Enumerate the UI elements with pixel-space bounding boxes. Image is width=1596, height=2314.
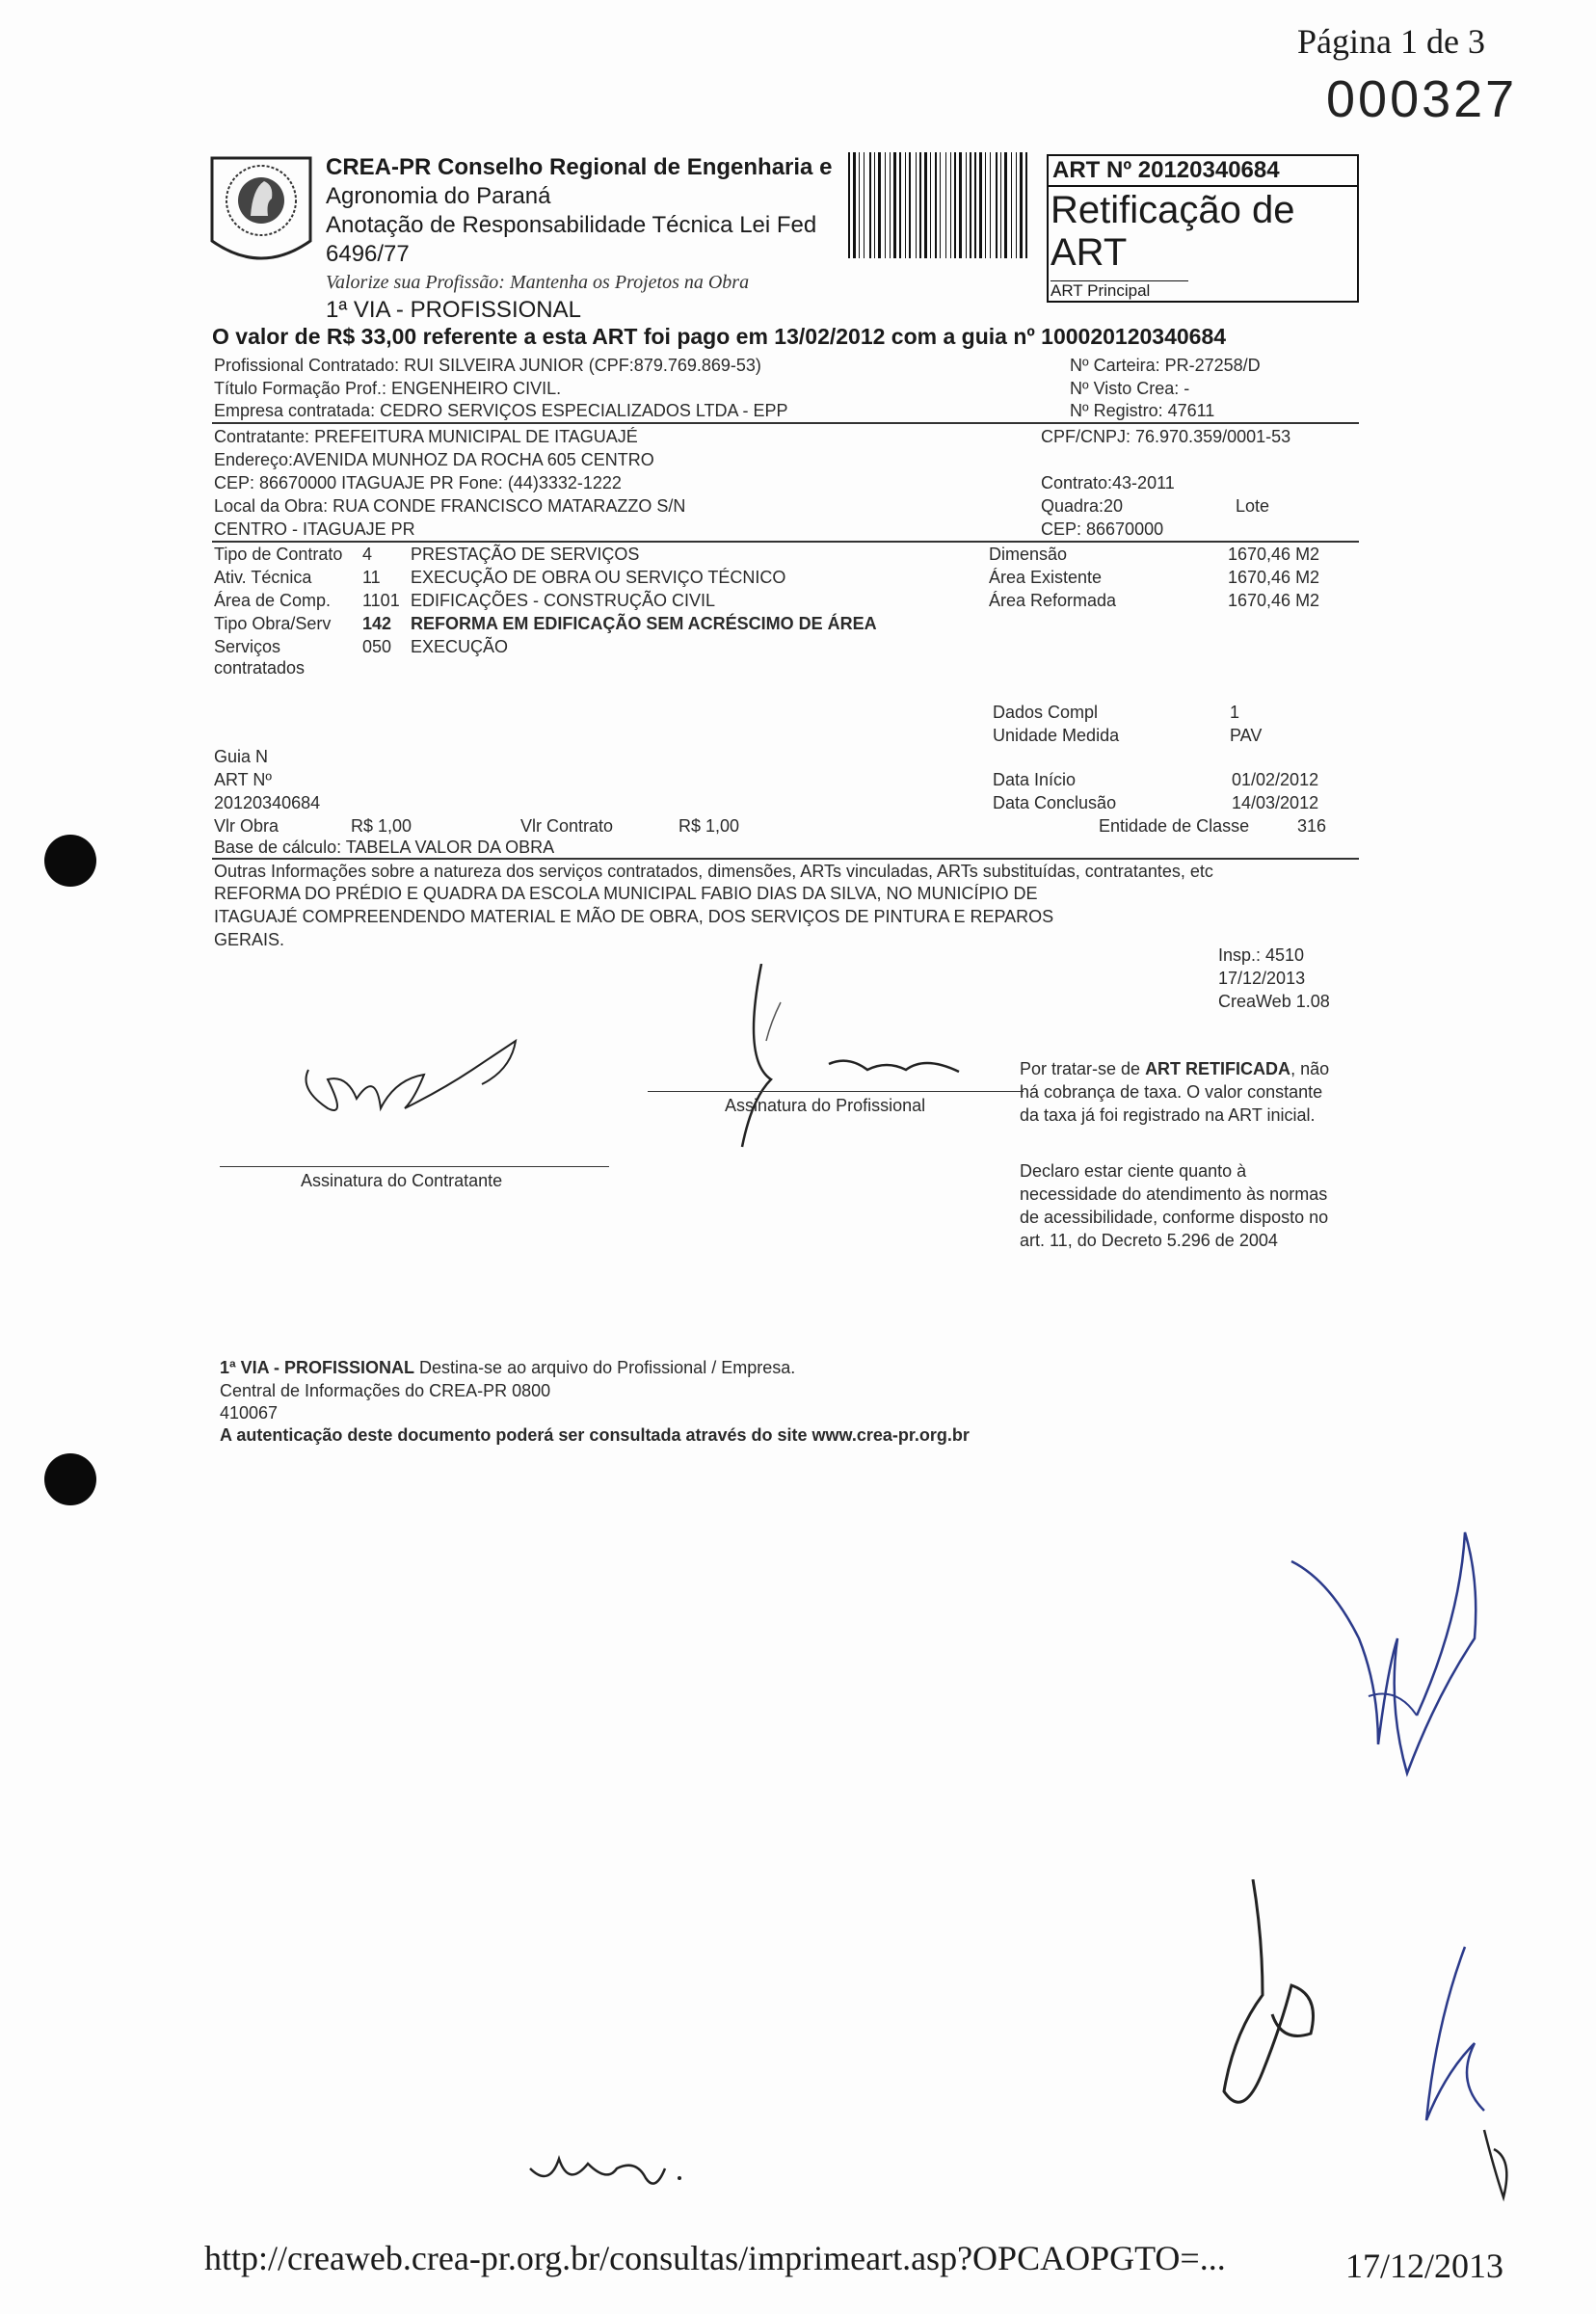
- contratante-cnpj: CPF/CNPJ: 76.970.359/0001-53: [1041, 427, 1291, 446]
- quadra: Quadra:20: [1041, 496, 1124, 516]
- professional-contratado: Profissional Contratado: RUI SILVEIRA JUNIOR (CPF:879.769.869-53): [214, 356, 761, 375]
- professional-empresa: Empresa contratada: CEDRO SERVIÇOS ESPECIALIZADOS LTDA - EPP: [214, 401, 788, 420]
- notice-line2: há cobrança de taxa. O valor constante: [1020, 1082, 1323, 1102]
- divider: [212, 541, 1359, 543]
- browser-footer-url: http://creaweb.crea-pr.org.br/consultas/imprimeart.asp?OPCAOPGTO=...: [204, 2239, 1226, 2277]
- barcode-bar: [909, 152, 911, 258]
- rubric-initials: [520, 2140, 694, 2207]
- service-desc: REFORMA EM EDIFICAÇÃO SEM ACRÉSCIMO DE ÁREA: [411, 614, 877, 633]
- barcode-bar: [966, 152, 967, 258]
- barcode-bar: [878, 152, 881, 258]
- notice-line1: Por tratar-se de ART RETIFICADA, não: [1020, 1059, 1330, 1078]
- barcode-bar: [979, 152, 982, 258]
- service-desc: EDIFICAÇÕES - CONSTRUÇÃO CIVIL: [411, 591, 716, 610]
- declaro-line1: Declaro estar ciente quanto à: [1020, 1161, 1247, 1181]
- art-box: [1047, 154, 1359, 303]
- compl-value: 1: [1230, 703, 1240, 722]
- data-inicio-label: Data Início: [993, 770, 1077, 789]
- page-number: Página 1 de 3: [1297, 22, 1485, 61]
- barcode-bar: [924, 152, 927, 258]
- service-label: Tipo Obra/Serv: [214, 614, 332, 633]
- barcode-bar: [945, 152, 946, 258]
- org-line3: Anotação de Responsabilidade Técnica Lei Fed: [326, 212, 817, 238]
- barcode-bar: [1011, 152, 1012, 258]
- crea-logo: [204, 152, 318, 276]
- vlr-contrato-label: Vlr Contrato: [520, 816, 614, 836]
- punch-hole-bottom: [44, 1453, 96, 1505]
- org-line4: 6496/77: [326, 241, 410, 267]
- art-type-line2: ART: [1051, 231, 1128, 274]
- barcode-bar: [848, 152, 850, 258]
- divider: [212, 858, 1359, 860]
- professional-carteira: Nº Carteira: PR-27258/D: [1070, 356, 1261, 375]
- services-label-continued: contratados: [214, 658, 306, 678]
- barcode-bar: [919, 152, 921, 258]
- slogan: Valorize sua Profissão: Mantenha os Projetos na Obra: [326, 272, 750, 293]
- insp-date: 17/12/2013: [1218, 969, 1306, 988]
- vlr-contrato-value: R$ 1,00: [678, 816, 740, 836]
- barcode-bar: [990, 152, 991, 258]
- signature-label-contratante: Assinatura do Contratante: [301, 1171, 503, 1190]
- professional-registro: Nº Registro: 47611: [1070, 401, 1215, 420]
- barcode-bar: [985, 152, 986, 258]
- barcode: [848, 152, 1031, 258]
- rubric-signature-2: [1195, 1879, 1542, 2217]
- barcode-bar: [935, 152, 937, 258]
- outras-line1: REFORMA DO PRÉDIO E QUADRA DA ESCOLA MUNICIPAL FABIO DIAS DA SILVA, NO MUNICÍPIO DE: [214, 884, 1038, 903]
- compl-label: Dados Compl: [993, 703, 1099, 722]
- barcode-bar: [959, 152, 962, 258]
- art-label: ART Nº: [214, 770, 272, 789]
- bairro: CENTRO - ITAGUAJE PR: [214, 519, 415, 539]
- service-desc: EXECUÇÃO: [411, 637, 509, 656]
- service-code: 4: [362, 545, 373, 564]
- stamp-number: 000327: [1326, 70, 1518, 128]
- outras-line2: ITAGUAJÉ COMPREENDENDO MATERIAL E MÃO DE OBRA, DOS SERVIÇOS DE PINTURA E REPAROS: [214, 907, 1054, 926]
- contratante-cep-fone: CEP: 86670000 ITAGUAJE PR Fone: (44)3332-1222: [214, 473, 622, 492]
- rubric-signature-1: [1272, 1523, 1513, 1802]
- signature-line-profissional: [648, 1091, 1024, 1092]
- footer-via: 1ª VIA - PROFISSIONAL Destina-se ao arquivo do Profissional / Empresa.: [220, 1358, 796, 1377]
- barcode-bar: [874, 152, 875, 258]
- entidade-value: 316: [1297, 816, 1327, 836]
- guia-label: Guia N: [214, 747, 269, 766]
- service-code: 050: [362, 637, 392, 656]
- barcode-bar: [940, 152, 941, 258]
- vlr-obra-label: Vlr Obra: [214, 816, 279, 836]
- service-desc: EXECUÇÃO DE OBRA OU SERVIÇO TÉCNICO: [411, 568, 786, 587]
- data-conclusao-label: Data Conclusão: [993, 793, 1117, 812]
- art-number: ART Nº 20120340684: [1049, 156, 1357, 187]
- footer-phone: 410067: [220, 1403, 279, 1423]
- org-line1: CREA-PR Conselho Regional de Engenharia e: [326, 154, 833, 180]
- browser-footer-date: 17/12/2013: [1345, 2247, 1504, 2285]
- outras-title: Outras Informações sobre a natureza dos serviços contratados, dimensões, ARTs vinculadas, ARTs substituídas, contratantes, etc: [214, 862, 1213, 881]
- footer-central: Central de Informações do CREA-PR 0800: [220, 1381, 551, 1400]
- declaro-line2: necessidade do atendimento às normas: [1020, 1184, 1328, 1204]
- barcode-bar: [1025, 152, 1027, 258]
- barcode-bar: [899, 152, 901, 258]
- service-code: 11: [362, 568, 381, 587]
- org-line2: Agronomia do Paraná: [326, 183, 551, 209]
- vlr-obra-value: R$ 1,00: [351, 816, 412, 836]
- barcode-bar: [890, 152, 891, 258]
- contratante-endereco: Endereço:AVENIDA MUNHOZ DA ROCHA 605 CENTRO: [214, 450, 654, 469]
- barcode-bar: [970, 152, 971, 258]
- art-subtype: ART Principal: [1051, 280, 1188, 301]
- signature-line-contratante: [220, 1166, 609, 1167]
- compl-value: PAV: [1230, 726, 1263, 745]
- outras-line3: GERAIS.: [214, 930, 285, 949]
- base-calculo: Base de cálculo: TABELA VALOR DA OBRA: [214, 838, 555, 857]
- divider: [212, 422, 1359, 424]
- via-label: 1ª VIA - PROFISSIONAL: [326, 297, 581, 323]
- local-obra: Local da Obra: RUA CONDE FRANCISCO MATARAZZO S/N: [214, 496, 686, 516]
- barcode-bar: [853, 152, 856, 258]
- barcode-bar: [974, 152, 976, 258]
- entidade-label: Entidade de Classe: [1099, 816, 1250, 836]
- service-label: Tipo de Contrato: [214, 545, 343, 564]
- payment-line: O valor de R$ 33,00 referente a esta ART foi pago em 13/02/2012 com a guia nº 100020120340684: [212, 324, 1227, 349]
- service-label: Ativ. Técnica: [214, 568, 312, 587]
- dimension-label: Dimensão: [989, 545, 1068, 564]
- barcode-bar: [1000, 152, 1001, 258]
- professional-visto: Nº Visto Crea: -: [1070, 379, 1190, 398]
- barcode-bar: [916, 152, 917, 258]
- dimension-label: Área Existente: [989, 568, 1103, 587]
- punch-hole-top: [44, 835, 96, 887]
- barcode-bar: [1016, 152, 1017, 258]
- art-type-line1: Retificação de: [1051, 189, 1295, 231]
- barcode-bar: [950, 152, 951, 258]
- barcode-bar: [885, 152, 886, 258]
- data-conclusao-value: 14/03/2012: [1232, 793, 1319, 812]
- contratante-name: Contratante: PREFEITURA MUNICIPAL DE ITAGUAJÉ: [214, 427, 638, 446]
- compl-label: Unidade Medida: [993, 726, 1120, 745]
- lote: Lote: [1236, 496, 1270, 516]
- contratante-contrato: Contrato:43-2011: [1041, 473, 1175, 492]
- barcode-bar: [869, 152, 871, 258]
- professional-titulo: Título Formação Prof.: ENGENHEIRO CIVIL.: [214, 379, 562, 398]
- service-desc: PRESTAÇÃO DE SERVIÇOS: [411, 545, 640, 564]
- declaro-line3: de acessibilidade, conforme disposto no: [1020, 1208, 1329, 1227]
- service-code: 1101: [362, 591, 400, 610]
- barcode-bar: [893, 152, 896, 258]
- data-inicio-value: 01/02/2012: [1232, 770, 1319, 789]
- declaro-line4: art. 11, do Decreto 5.296 de 2004: [1020, 1231, 1278, 1250]
- barcode-bar: [954, 152, 956, 258]
- service-code: 142: [362, 614, 392, 633]
- dimension-value: 1670,46 M2: [1228, 545, 1320, 564]
- insp-number: Insp.: 4510: [1218, 945, 1305, 965]
- service-label: Serviços: [214, 637, 281, 656]
- dimension-value: 1670,46 M2: [1228, 568, 1320, 587]
- service-label: Área de Comp.: [214, 591, 332, 610]
- insp-version: CreaWeb 1.08: [1218, 992, 1330, 1011]
- signatures-drawing: [289, 964, 983, 1176]
- barcode-bar: [930, 152, 931, 258]
- barcode-bar: [1004, 152, 1007, 258]
- barcode-bar: [859, 152, 860, 258]
- notice-line3: da taxa já foi registrado na ART inicial.: [1020, 1105, 1316, 1125]
- dimension-value: 1670,46 M2: [1228, 591, 1320, 610]
- art-value: 20120340684: [214, 793, 321, 812]
- cep-obra: CEP: 86670000: [1041, 519, 1164, 539]
- footer-auth: A autenticação deste documento poderá ser consultada através do site www.crea-pr.org.br: [220, 1425, 970, 1445]
- barcode-bar: [1020, 152, 1023, 258]
- barcode-bar: [996, 152, 998, 258]
- signature-label-profissional: Assinatura do Profissional: [725, 1096, 926, 1115]
- dimension-label: Área Reformada: [989, 591, 1117, 610]
- barcode-bar: [905, 152, 906, 258]
